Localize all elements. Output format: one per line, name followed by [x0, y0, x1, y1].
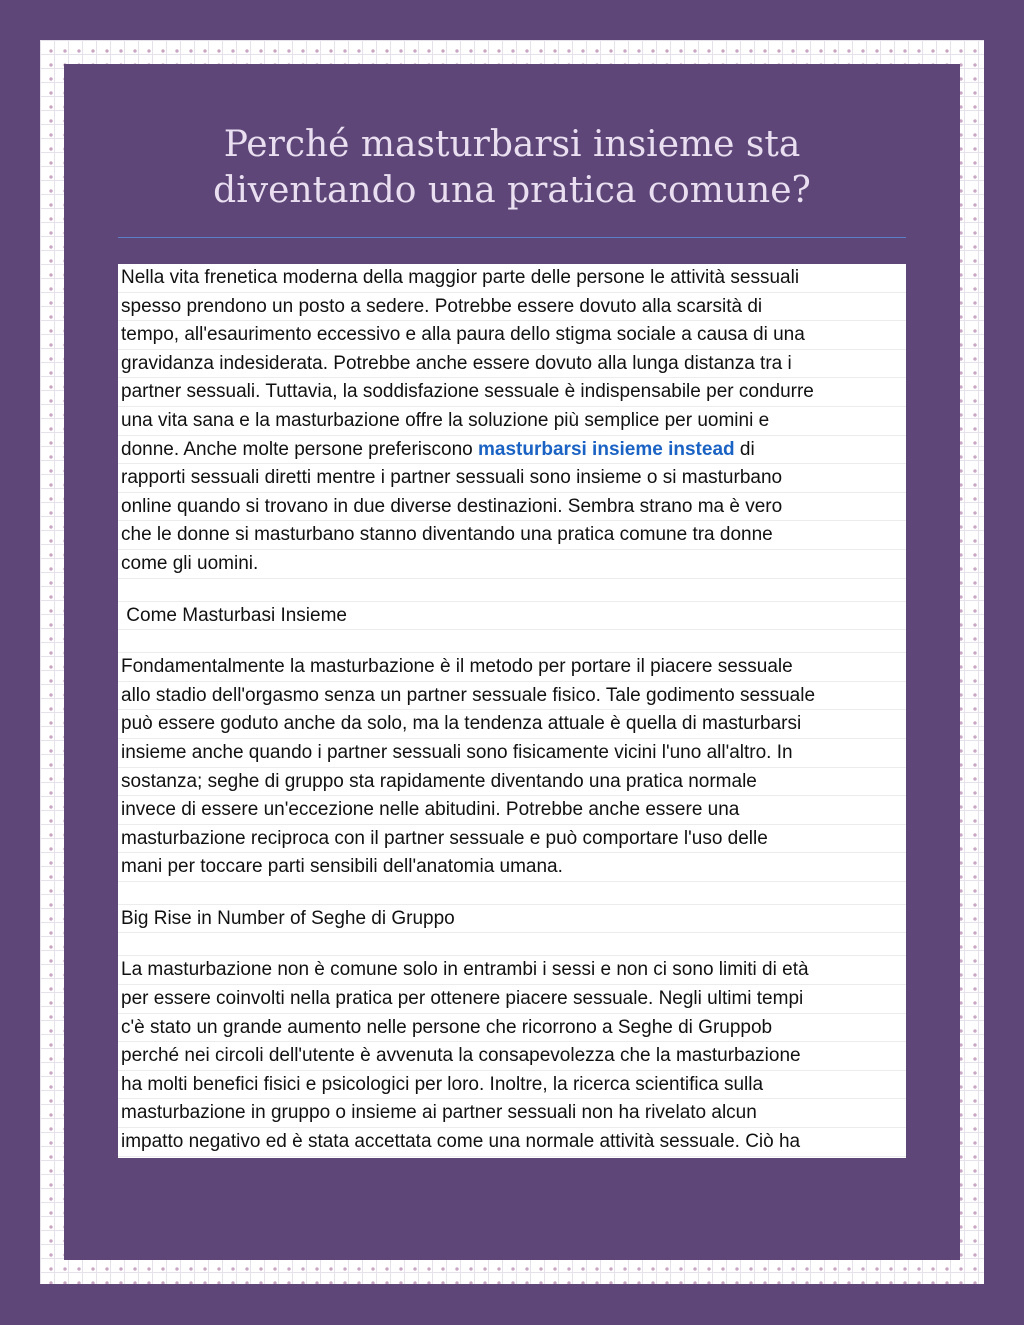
text-line: tempo, all'esaurimento eccessivo e alla paura dello stigma sociale a causa di una [118, 321, 906, 350]
text-line: mani per toccare parti sensibili dell'anatomia umana. [118, 853, 906, 882]
text-line: insieme anche quando i partner sessuali sono fisicamente vicini l'uno all'altro. In [118, 739, 906, 768]
paragraph-gap [118, 933, 906, 956]
text-line: invece di essere un'eccezione nelle abitudini. Potrebbe anche essere una [118, 796, 906, 825]
section-heading: Come Masturbasi Insieme [118, 602, 906, 631]
text-line: masturbazione in gruppo o insieme ai partner sessuali non ha rivelato alcun [118, 1099, 906, 1128]
text-line: masturbazione reciproca con il partner sessuale e può comportare l'uso delle [118, 825, 906, 854]
text-line: spesso prendono un posto a sedere. Potrebbe essere dovuto alla scarsità di [118, 293, 906, 322]
text-line: sostanza; seghe di gruppo sta rapidamente diventando una pratica normale [118, 768, 906, 797]
text-line: che le donne si masturbano stanno diventando una pratica comune tra donne [118, 521, 906, 550]
text-segment: donne. Anche molte persone preferiscono [121, 438, 479, 460]
text-line: può essere goduto anche da solo, ma la tendenza attuale è quella di masturbarsi [118, 710, 906, 739]
text-line-with-link [118, 436, 906, 465]
paragraph-gap [118, 882, 906, 905]
text-line: allo stadio dell'orgasmo senza un partner sessuale fisico. Tale godimento sessuale [118, 682, 906, 711]
section-heading: Big Rise in Number of Seghe di Gruppo [118, 905, 906, 934]
text-line: impatto negativo ed è stata accettata come una normale attività sessuale. Ciò ha [118, 1128, 906, 1157]
text-segment: di [734, 438, 755, 460]
text-line: online quando si trovano in due diverse destinazioni. Sembra strano ma è vero [118, 493, 906, 522]
text-line: ha molti benefici fisici e psicologici per loro. Inoltre, la ricerca scientifica sulla [118, 1071, 906, 1100]
text-line: gravidanza indesiderata. Potrebbe anche essere dovuto alla lunga distanza tra i [118, 350, 906, 379]
text-line: come gli uomini. [118, 550, 906, 579]
text-line: Nella vita frenetica moderna della maggior parte delle persone le attività sessuali [118, 264, 906, 293]
text-line: partner sessuali. Tuttavia, la soddisfazione sessuale è indispensabile per condurre [118, 378, 906, 407]
title-divider [118, 237, 906, 238]
text-line: una vita sana e la masturbazione offre la soluzione più semplice per uomini e [118, 407, 906, 436]
text-line: c'è stato un grande aumento nelle persone che ricorrono a Seghe di Gruppob [118, 1014, 906, 1043]
text-line: Fondamentalmente la masturbazione è il metodo per portare il piacere sessuale [118, 653, 906, 682]
text-line: per essere coinvolti nella pratica per ottenere piacere sessuale. Negli ultimi tempi [118, 985, 906, 1014]
title-line: Perché masturbarsi insieme sta [223, 124, 801, 165]
text-line: rapporti sessuali diretti mentre i partner sessuali sono insieme o si masturbano [118, 464, 906, 493]
title-line: diventando una pratica comune? [213, 170, 811, 211]
page-title [118, 122, 906, 214]
article-body [118, 264, 906, 1158]
text-line: La masturbazione non è comune solo in entrambi i sessi e non ci sono limiti di età [118, 956, 906, 985]
text-line: perché nei circoli dell'utente è avvenuta la consapevolezza che la masturbazione [118, 1042, 906, 1071]
masturbarsi-insieme-link[interactable]: masturbarsi insieme instead [478, 438, 735, 460]
paragraph-gap [118, 630, 906, 653]
paragraph-gap [118, 579, 906, 602]
